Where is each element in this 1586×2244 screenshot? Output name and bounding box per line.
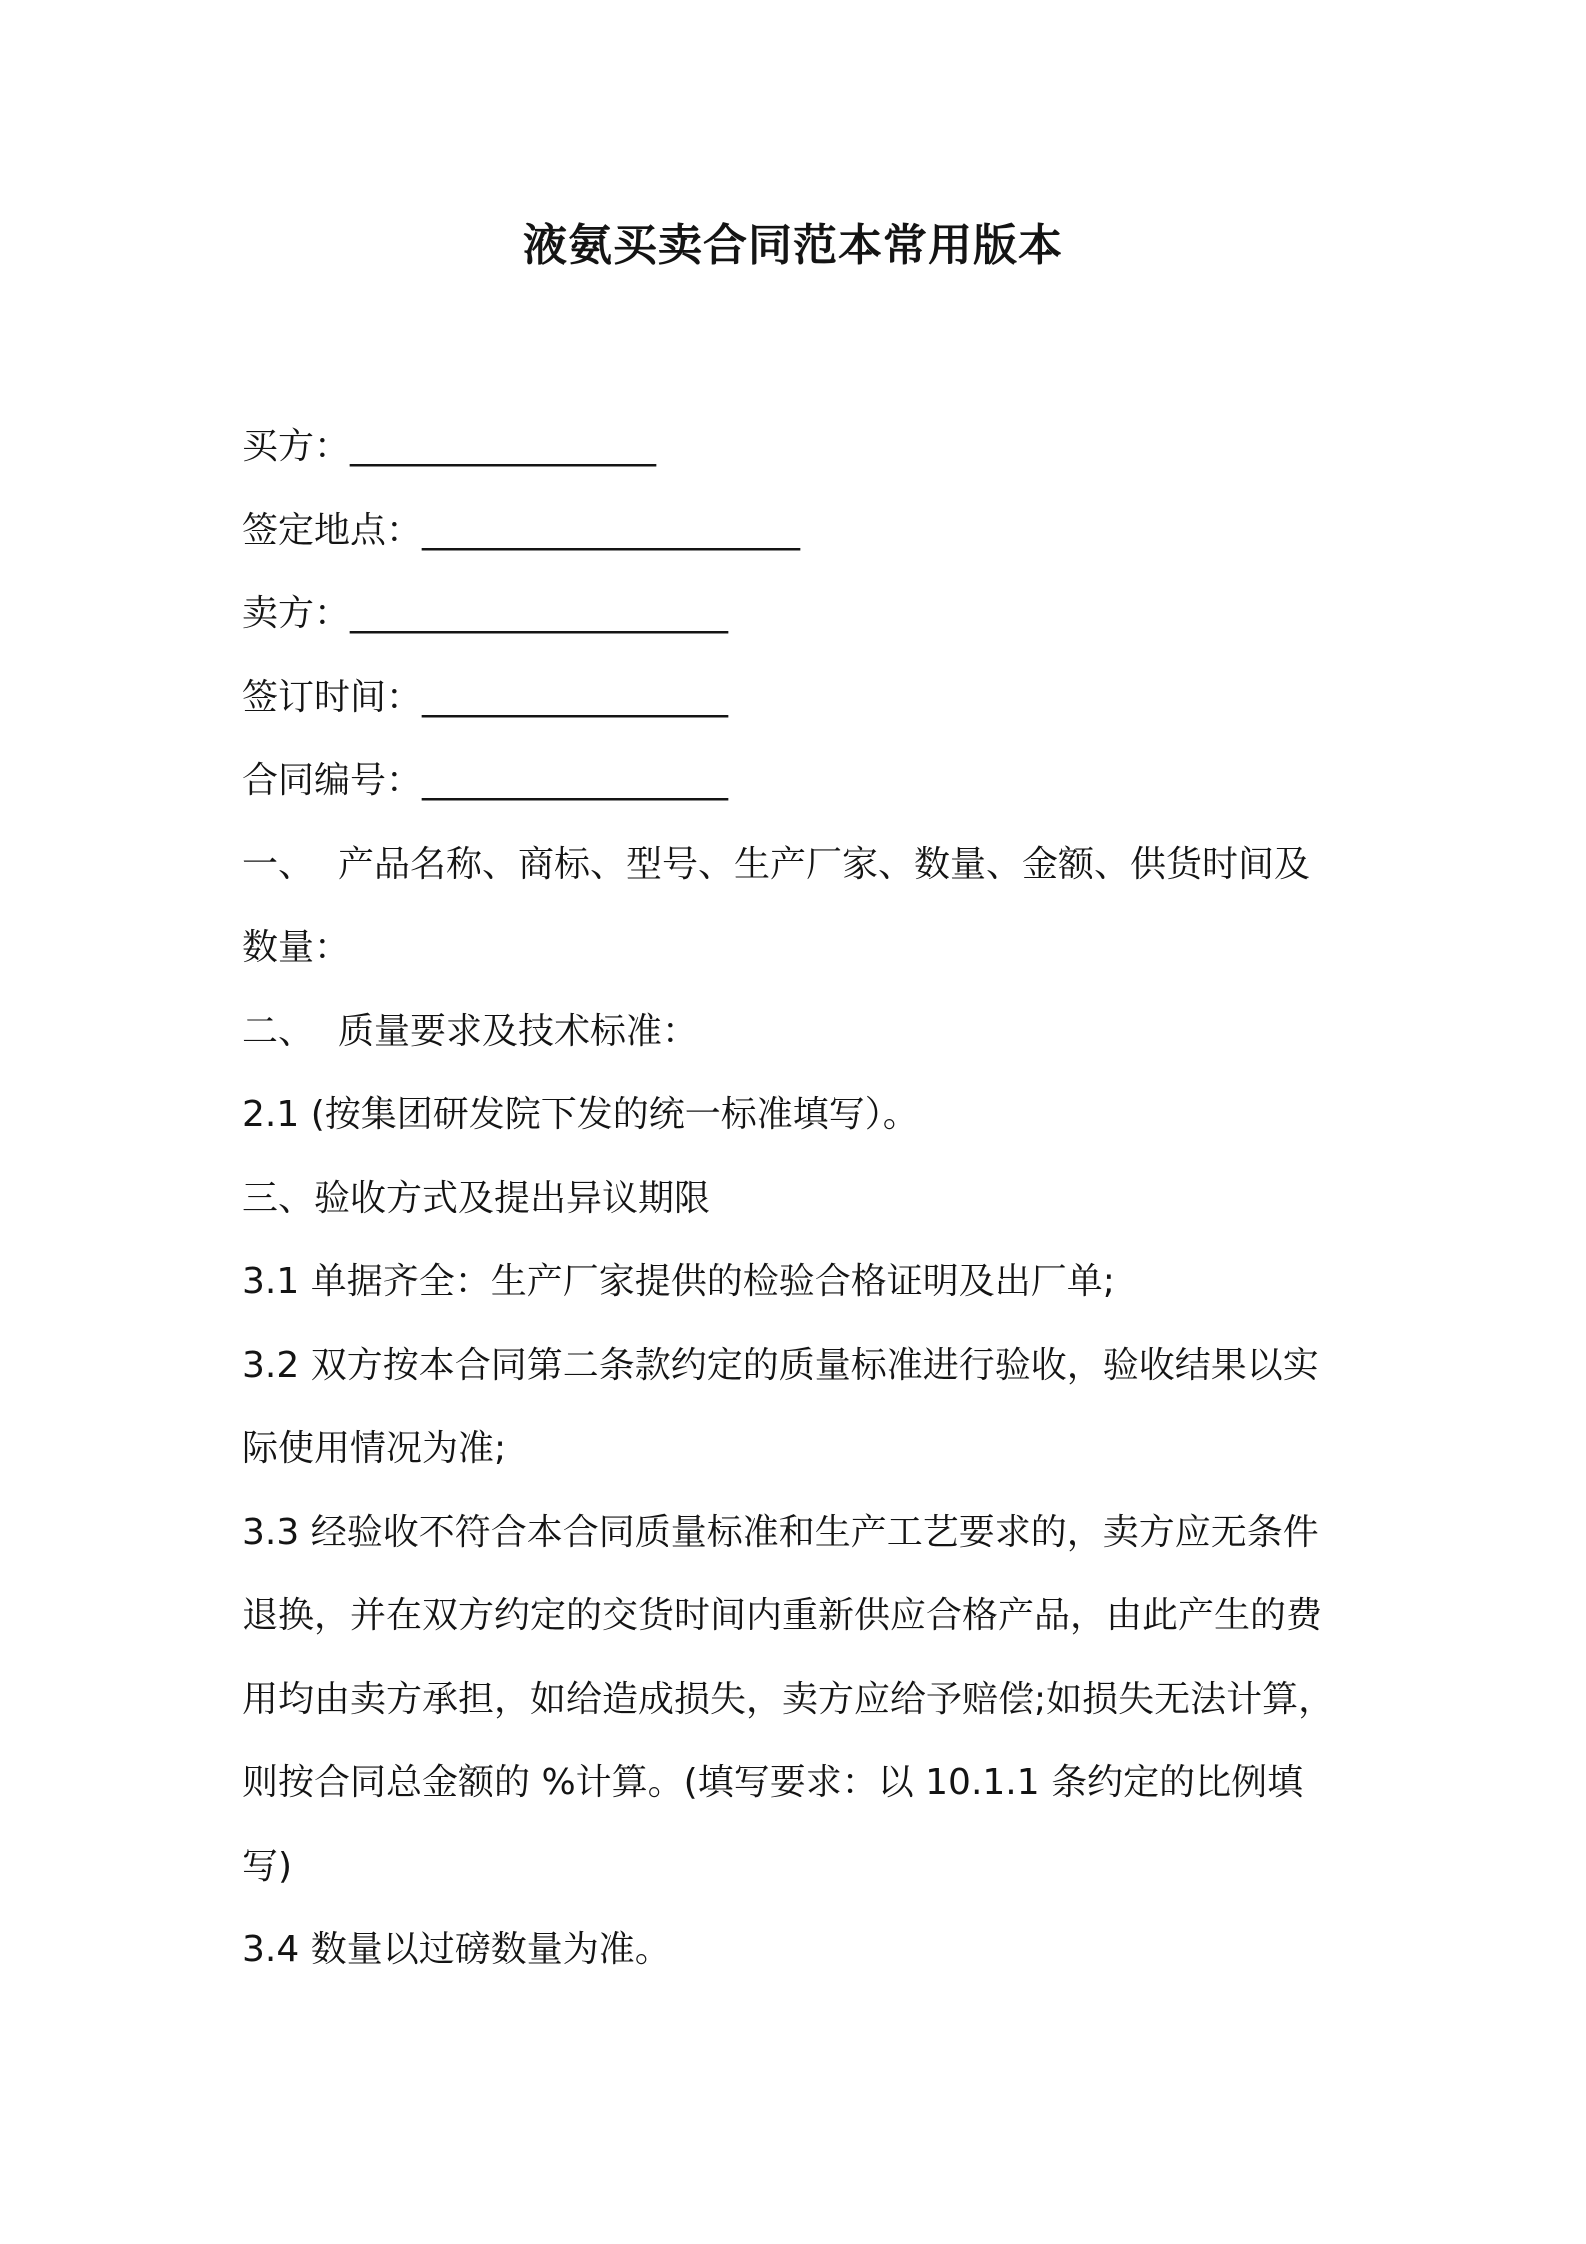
section-1-continuation: 数量： xyxy=(242,927,351,968)
field-label: 签订时间： xyxy=(242,676,423,718)
clause-3-2-line-2: 际使用情况为准; xyxy=(242,1428,507,1469)
clause-3-3-line-4: 则按合同总金额的 %计算。(填写要求：以 10.1.1 条约定的比例填 xyxy=(242,1762,1304,1803)
document-body xyxy=(242,405,1362,1992)
field-signing-place xyxy=(242,489,1362,573)
field-buyer xyxy=(242,405,1362,489)
field-blank: _________________ xyxy=(350,426,657,467)
section-number: 二、 xyxy=(242,1010,315,1052)
clause-2-1: 2.1 (按集团研发院下发的统一标准填写）。 xyxy=(242,1094,919,1135)
field-blank: _________________ xyxy=(422,676,729,718)
field-blank: _________________ xyxy=(422,760,729,801)
section-text: 质量要求及技术标准： xyxy=(338,1010,699,1052)
clause-3-4: 3.4 数量以过磅数量为准。 xyxy=(242,1929,671,1970)
clause-3-1: 3.1 单据齐全：生产厂家提供的检验合格证明及出厂单; xyxy=(242,1261,1115,1302)
clause-3-3-line-2: 退换，并在双方约定的交货时间内重新供应合格产品，由此产生的费 xyxy=(242,1595,1323,1636)
section-text: 产品名称、商标、型号、生产厂家、数量、金额、供货时间及 xyxy=(338,843,1311,885)
clause-3-3-line-1: 3.3 经验收不符合本合同质量标准和生产工艺要求的，卖方应无条件 xyxy=(242,1511,1319,1553)
field-signing-time xyxy=(242,656,1362,740)
field-label: 签定地点： xyxy=(242,509,423,551)
field-label: 卖方： xyxy=(242,593,351,634)
field-seller xyxy=(242,572,1362,656)
section-3-heading: 三、验收方式及提出异议期限 xyxy=(242,1177,711,1219)
section-number: 一、 xyxy=(242,843,315,885)
document-title: 液氨买卖合同范本常用版本 xyxy=(523,220,1063,271)
clause-3-2-line-1: 3.2 双方按本合同第二条款约定的质量标准进行验收，验收结果以实 xyxy=(242,1344,1319,1386)
field-blank: _____________________ xyxy=(350,593,729,634)
field-label: 合同编号： xyxy=(242,760,423,801)
field-blank: _____________________ xyxy=(422,509,801,551)
section-1-heading xyxy=(242,823,1362,907)
field-label: 买方： xyxy=(242,426,351,467)
section-2-heading xyxy=(242,990,1362,1074)
clause-3-3-line-5: 写) xyxy=(242,1845,293,1887)
clause-3-3-line-3: 用均由卖方承担，如给造成损失，卖方应给予赔偿;如损失无法计算， xyxy=(242,1678,1335,1720)
field-contract-number xyxy=(242,739,1362,823)
